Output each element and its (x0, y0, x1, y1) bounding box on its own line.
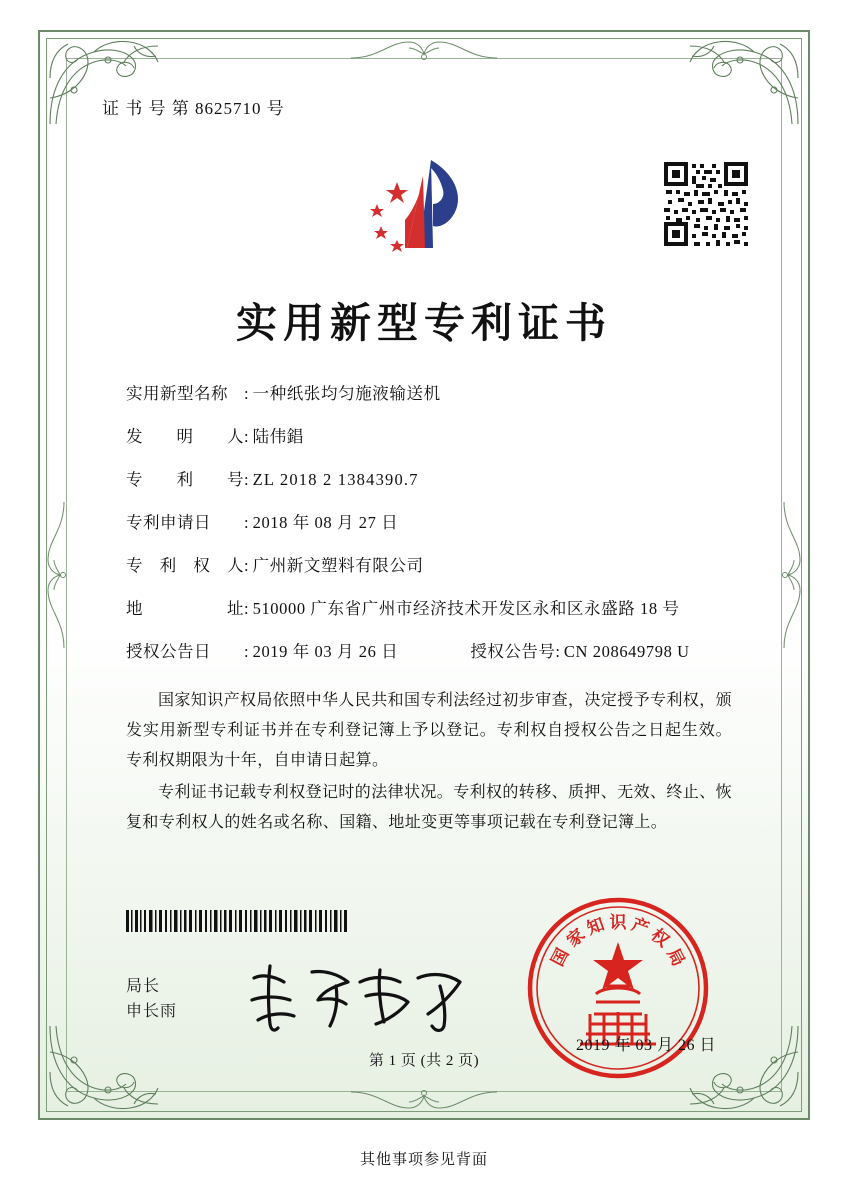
certificate-content (92, 94, 756, 1076)
svg-text:知: 知 (584, 914, 608, 940)
field-colon: : (244, 384, 249, 403)
director-title-label: 局长 (126, 978, 161, 995)
edge-ornament-icon (349, 1088, 499, 1114)
field-value-application-date: 2018 年 08 月 27 日 (252, 513, 399, 532)
field-row-address (126, 601, 746, 618)
field-label: 实用新型名称 (126, 384, 228, 403)
barcode-icon (126, 910, 348, 932)
field-row-patent-number (126, 472, 746, 489)
certificate-fields (126, 386, 746, 687)
field-value-inventor: 陆伟錩 (252, 427, 304, 446)
field-label: 专 利 号 (126, 470, 244, 489)
edge-ornament-icon (780, 500, 806, 650)
legal-paragraph-2: 专利证书记载专利权登记时的法律状况。专利权的转移、质押、无效、终止、恢复和专利权人的姓名或名称、国籍、地址变更等事项记载在专利登记簿上。 (126, 784, 733, 831)
svg-text:局: 局 (662, 945, 689, 970)
field-label: 专 利 权 人 (126, 556, 244, 575)
certificate-border-frame (38, 30, 810, 1120)
field-colon: : (244, 470, 249, 489)
svg-text:产: 产 (628, 914, 652, 940)
field-label-grant-date: 授权公告日 (126, 642, 211, 661)
field-value-address: 510000 广东省广州市经济技术开发区永和区永盛路 18 号 (252, 599, 680, 618)
field-value-patentee: 广州新文塑料有限公司 (252, 556, 424, 575)
field-label: 地 址 (126, 599, 244, 618)
legal-paragraph-1: 国家知识产权局依照中华人民共和国专利法经过初步审查，决定授予专利权，颁发实用新型专利证书并在专利登记簿上予以登记。专利权自授权公告之日起生效。专利权期限为十年，自申请日起算。 (126, 692, 733, 769)
field-row-patentee (126, 558, 746, 575)
field-colon: : (244, 556, 249, 575)
cnipa-logo-icon (359, 152, 489, 264)
field-value-patent-number: ZL 2018 2 1384390.7 (252, 470, 419, 489)
field-label-grant-number: 授权公告号 (470, 642, 556, 661)
grant-announcement-number-group (470, 644, 689, 661)
signature-block (126, 974, 177, 1024)
seal-date: 2019 年 03 月 26 日 (575, 1037, 716, 1054)
edge-ornament-icon (349, 36, 499, 62)
field-value-utility-model-name: 一种纸张均匀施液输送机 (252, 384, 441, 403)
field-value-grant-date: 2019 年 03 月 26 日 (252, 642, 399, 661)
field-row-utility-model-name (126, 386, 746, 403)
field-colon: : (555, 642, 560, 661)
handwritten-signature-icon (240, 956, 480, 1036)
footnote: 其他事项参见背面 (359, 1152, 488, 1168)
field-row-grant-announcement (126, 644, 746, 661)
svg-text:国: 国 (547, 945, 574, 970)
field-colon: : (244, 427, 249, 446)
edge-ornament-icon (42, 500, 68, 650)
legal-text-block (126, 686, 732, 840)
page-number: 第 1 页 (共 2 页) (368, 1053, 480, 1069)
svg-text:家: 家 (563, 925, 590, 952)
field-value-grant-number: CN 208649798 U (563, 642, 690, 661)
svg-text:识: 识 (609, 913, 627, 933)
field-row-application-date (126, 515, 746, 532)
field-label: 发 明 人 (126, 427, 244, 446)
page-title: 实用新型专利证书 (236, 299, 612, 347)
field-colon: : (244, 599, 249, 618)
director-name-label: 申长雨 (126, 1003, 178, 1020)
field-colon: : (244, 513, 249, 532)
field-row-inventor (126, 429, 746, 446)
certificate-number: 证 书 号 第 8625710 号 (102, 99, 285, 118)
field-colon: : (244, 642, 249, 661)
svg-text:权: 权 (646, 925, 673, 952)
field-label: 专利申请日 (126, 513, 211, 532)
qr-code-icon (662, 160, 750, 248)
